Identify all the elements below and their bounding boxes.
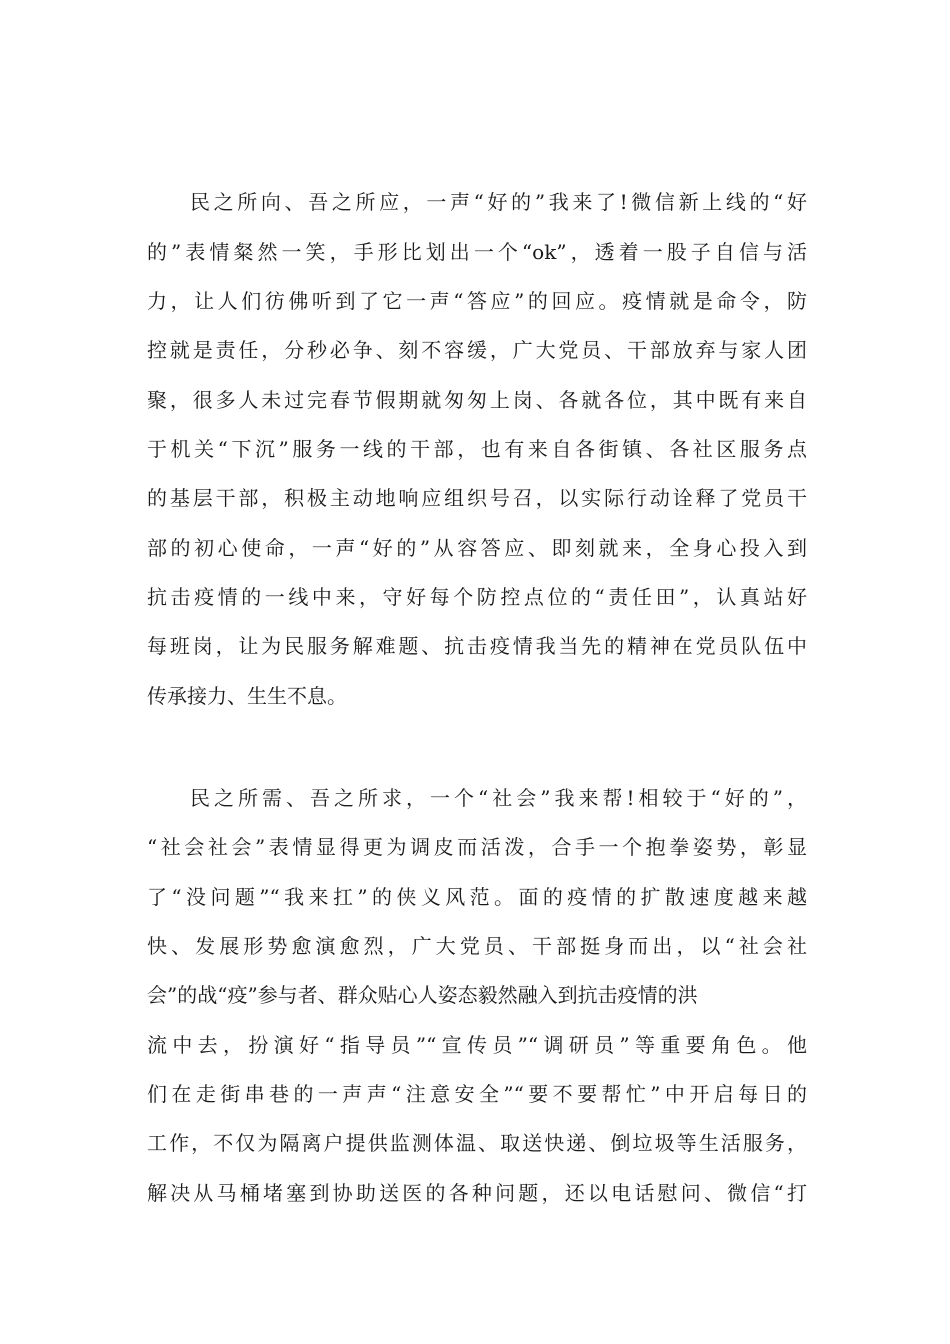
paragraph-line: 流中去，扮演好“指导员”“宣传员”“调研员”等重要角色。他	[147, 1033, 807, 1057]
paragraph-line: 的基层干部，积极主动地响应组织号召，以实际行动诠释了党员干	[147, 486, 807, 510]
paragraph-line: 工作，不仅为隔离户提供监测体温、取送快递、倒垃圾等生活服务，	[147, 1131, 807, 1155]
paragraph-line: 们在走街串巷的一声声“注意安全”“要不要帮忙”中开启每日的	[147, 1082, 807, 1106]
paragraph-line: 每班岗，让为民服务解难题、抗击疫情我当先的精神在党员队伍中	[147, 634, 807, 658]
paragraph-line: 民之所需、吾之所求，一个“社会”我来帮!相较于“好的”，	[190, 786, 807, 810]
paragraph-line: 部的初心使命，一声“好的”从容答应、即刻就来，全身心投入到	[147, 536, 807, 560]
paragraph-line: 聚，很多人未过完春节假期就匆匆上岗、各就各位，其中既有来自	[147, 388, 807, 412]
paragraph-line: 传承接力、生生不息。	[147, 684, 347, 708]
paragraph-line: 抗击疫情的一线中来，守好每个防控点位的“责任田”，认真站好	[147, 585, 807, 609]
paragraph-line: 了“没问题”“我来扛”的侠义风范。面的疫情的扩散速度越来越	[147, 885, 807, 909]
paragraph-line: 会”的战“疫”参与者、群众贴心人姿态毅然融入到抗击疫情的洪	[147, 983, 698, 1007]
paragraph-line: 于机关“下沉”服务一线的干部，也有来自各街镇、各社区服务点	[147, 437, 807, 461]
paragraph-line: 控就是责任，分秒必争、刻不容缓，广大党员、干部放弃与家人团	[147, 338, 807, 362]
paragraph-line: 的”表情粲然一笑，手形比划出一个“ok”，透着一股子自信与活	[147, 240, 807, 264]
paragraph-line: 民之所向、吾之所应，一声“好的”我来了!微信新上线的“好	[190, 190, 807, 214]
paragraph-line: 力，让人们彷佛听到了它一声“答应”的回应。疫情就是命令，防	[147, 289, 807, 313]
paragraph-line: 快、发展形势愈演愈烈，广大党员、干部挺身而出，以“社会社	[147, 934, 807, 958]
paragraph-line: 解决从马桶堵塞到协助送医的各种问题，还以电话慰问、微信“打	[147, 1181, 807, 1205]
paragraph-line: “社会社会”表情显得更为调皮而活泼，合手一个抱拳姿势，彰显	[147, 835, 807, 859]
